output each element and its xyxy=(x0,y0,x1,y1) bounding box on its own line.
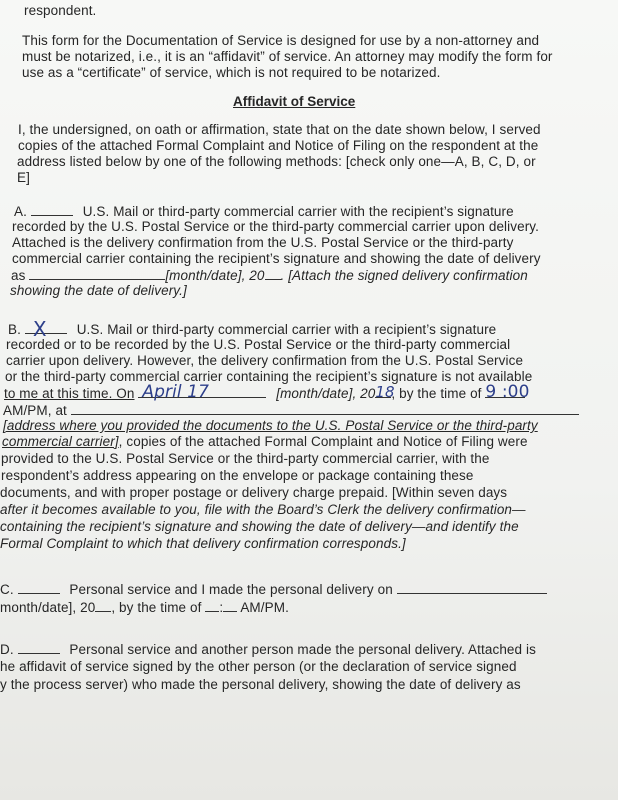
option-b-address-instruction: [address where you provided the documents to the U.S. Postal Service or the third-party xyxy=(3,418,538,433)
option-c-checkbox-line[interactable] xyxy=(18,581,60,594)
option-b-handwritten-date: April 17 xyxy=(142,382,210,402)
option-b-ampm-line xyxy=(3,402,579,419)
option-a-date-tail: [month/date], 20 xyxy=(165,268,265,283)
option-d-text-3: y the process server) who made the personal delivery, showing the date of delivery as xyxy=(0,677,521,692)
option-a-as: as xyxy=(11,268,26,283)
option-b-handwritten-time: 9 :00 xyxy=(485,382,530,402)
affidavit-title: Affidavit of Service xyxy=(233,94,356,109)
option-c-minute-field[interactable] xyxy=(223,599,237,612)
option-c-year-field[interactable] xyxy=(95,599,111,612)
option-b-date-field[interactable] xyxy=(138,382,266,402)
option-b-check-mark: X xyxy=(32,317,47,341)
option-b-text-4: or the third-party commercial carrier containing the recipient’s signature is not available xyxy=(5,369,533,384)
option-b-body-4: documents, and with proper postage or delivery charge prepaid. [Within seven days xyxy=(0,485,508,500)
option-b-body-6: containing the recipient’s signature and showing the date of delivery—and identify the xyxy=(0,519,519,534)
option-d xyxy=(0,641,536,658)
option-c-line-2: month/date], 20 , by the time of : AM/PM. xyxy=(0,600,289,615)
option-a-text-2: recorded by the U.S. Postal Service or the third-party commercial carrier upon delivery. xyxy=(12,219,540,234)
option-b-address-field[interactable] xyxy=(71,402,579,415)
option-c xyxy=(0,581,547,598)
intro-line-1: This form for the Documentation of Service is designed for use by a non-attorney and xyxy=(22,33,540,48)
option-d-label: D. xyxy=(0,642,14,657)
option-a-text-3: Attached is the delivery confirmation from the U.S. Postal Service or the third-party xyxy=(12,235,514,250)
option-b-date-line xyxy=(4,382,530,402)
option-c-text-2b: , by the time of xyxy=(111,600,202,615)
option-b-body-2: provided to the U.S. Postal Service or the third-party commercial carrier, with the xyxy=(1,451,490,466)
option-a-attach: . [Attach the signed delivery confirmation xyxy=(280,268,528,283)
option-b-body-1-text: , copies of the attached Formal Complaint and Notice of Filing were xyxy=(118,434,528,449)
option-a-label: A. xyxy=(14,204,27,219)
option-d-checkbox-line[interactable] xyxy=(18,641,60,654)
respondent-fragment: respondent. xyxy=(24,3,97,18)
option-c-text-2c: AM/PM. xyxy=(240,600,289,615)
option-b-ampm: AM/PM, at xyxy=(3,403,67,418)
option-c-date-field[interactable] xyxy=(397,581,547,594)
option-b-on-prefix: to me at this time. On xyxy=(4,386,135,401)
option-c-text-2a: month/date], 20 xyxy=(0,600,96,615)
option-a-text-4: commercial carrier containing the recipient’s signature and showing the date of delivery xyxy=(12,251,541,266)
option-b-address-instruction-2: commercial carrier] xyxy=(2,434,119,449)
option-a-year-field[interactable] xyxy=(265,267,281,280)
option-b-text-2: recorded or to be recorded by the U.S. Postal Service or the third-party commercial xyxy=(6,337,511,352)
option-c-label: C. xyxy=(0,582,14,597)
oath-line-2: copies of the attached Formal Complaint and Notice of Filing on the respondent at the xyxy=(18,138,539,153)
option-b-text-3: carrier upon delivery. However, the delivery confirmation from the U.S. Postal Service xyxy=(6,353,524,368)
option-b-month-date: [month/date], 20 xyxy=(276,386,376,401)
oath-line-1: I, the undersigned, on oath or affirmation, state that on the date shown below, I served xyxy=(18,122,541,137)
intro-line-2: must be notarized, i.e., it is an “affidavit” of service. An attorney may modify the form for xyxy=(22,49,553,64)
option-b-body-7: Formal Complaint to which that delivery confirmation corresponds.] xyxy=(0,536,406,551)
option-a-text-1: U.S. Mail or third-party commercial carrier with the recipient’s signature xyxy=(82,204,514,219)
option-b-text-1: U.S. Mail or third-party commercial carrier with a recipient’s signature xyxy=(76,322,497,337)
option-a-date-field[interactable] xyxy=(29,267,165,280)
option-c-hour-field[interactable] xyxy=(205,599,219,612)
option-b-body-3: respondent’s address appearing on the envelope or package containing these xyxy=(1,468,474,483)
option-a-checkbox-line[interactable] xyxy=(31,203,73,216)
option-b-year-field[interactable] xyxy=(375,383,395,401)
option-d-text-2: he affidavit of service signed by the other person (or the declaration of service signed xyxy=(0,659,517,674)
option-a-date-line xyxy=(11,267,528,284)
option-a-showing: showing the date of delivery.] xyxy=(10,283,187,298)
oath-line-3: address listed below by one of the following methods: [check only one—A, B, C, D, or xyxy=(17,154,536,169)
option-b-label: B. xyxy=(8,322,21,337)
option-c-text-1: Personal service and I made the personal delivery on xyxy=(69,582,393,597)
option-b-body-5: after it becomes available to you, file with the Board’s Clerk the delivery confirmation— xyxy=(0,502,526,517)
option-b xyxy=(8,317,497,341)
option-b-checkbox-line[interactable] xyxy=(25,317,67,341)
option-b-time-field[interactable] xyxy=(485,382,530,402)
oath-line-4: E] xyxy=(17,170,30,185)
option-d-text-1: Personal service and another person made the personal delivery. Attached is xyxy=(69,642,536,657)
option-b-body-1 xyxy=(2,434,528,450)
option-a xyxy=(14,203,514,220)
option-b-handwritten-year: 18 xyxy=(375,383,395,401)
option-b-time-prefix: , by the time of xyxy=(391,386,482,401)
intro-line-3: use as a “certificate” of service, which is not required to be notarized. xyxy=(22,65,441,80)
